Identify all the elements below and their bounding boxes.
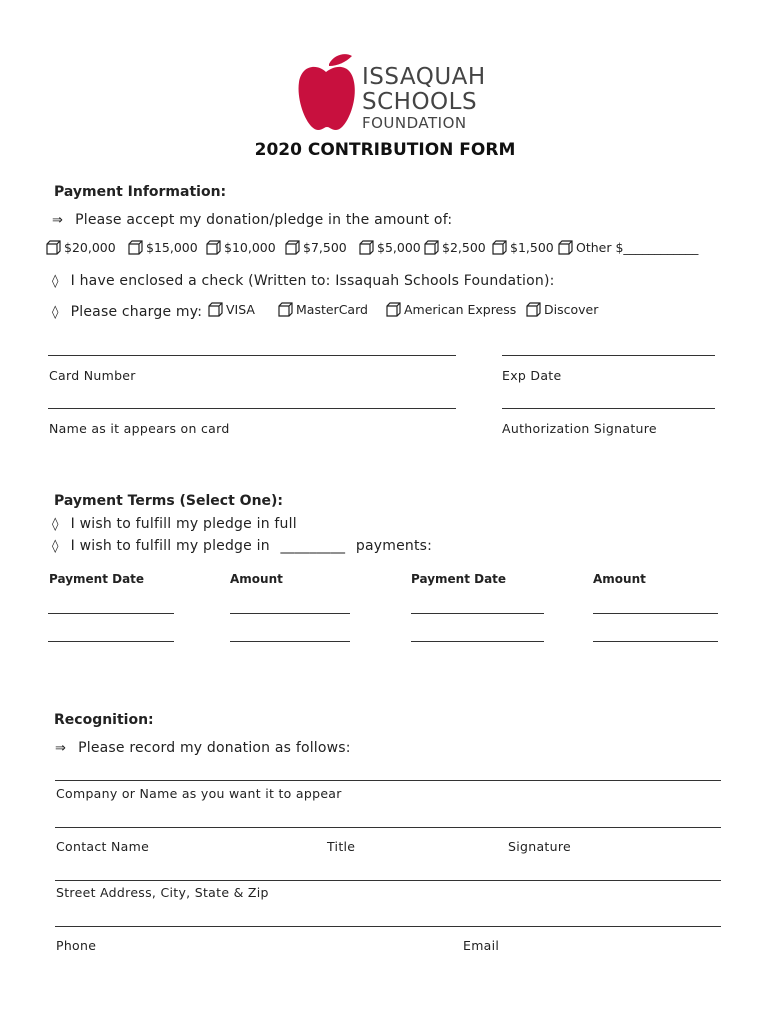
amount-label: Other $____________ [576,240,699,255]
logo-line-2: SCHOOLS [362,89,478,115]
payment-date-field[interactable] [411,613,544,614]
amount-label: $7,500 [303,240,347,255]
contact-name-label: Contact Name [56,839,150,854]
name-on-card-label: Name as it appears on card [49,421,230,436]
title-label: Title [327,839,356,854]
company-name-label: Company or Name as you want it to appear [56,786,342,801]
card-label: MasterCard [296,302,368,317]
donation-prompt-text: Please accept my donation/pledge in the amount of: [75,212,453,228]
checkbox-icon [46,240,61,255]
payment-date-field[interactable] [411,641,544,642]
diamond-icon: ◊ [52,274,59,289]
amount-label: $5,000 [377,240,421,255]
page-title: 2020 CONTRIBUTION FORM [254,140,516,160]
charge-option-text: Please charge my: [70,304,203,320]
amount-label: $1,500 [510,240,554,255]
amount-label: $20,000 [64,240,116,255]
card-label: Discover [544,302,599,317]
checkbox-icon [285,240,300,255]
logo-line-3: FOUNDATION [362,114,467,132]
contact-title-signature-field[interactable] [55,827,721,828]
terms-option-payments[interactable] [52,538,432,554]
email-label: Email [463,938,500,953]
street-address-field[interactable] [55,880,721,881]
checkbox-icon [278,302,293,317]
card-number-field[interactable] [48,355,456,356]
amount-option-other[interactable] [558,240,698,255]
amount-label: $15,000 [146,240,198,255]
amount-label: $2,500 [442,240,486,255]
diamond-icon: ◊ [52,539,59,554]
card-label: American Express [404,302,517,317]
diamond-icon: ◊ [52,517,59,532]
amount-field[interactable] [593,613,718,614]
arrow-icon: ⇒ [55,741,67,756]
recognition-heading: Recognition: [54,712,154,728]
check-option[interactable] [52,273,555,289]
checkbox-icon [492,240,507,255]
foundation-logo [296,52,486,136]
checkbox-icon [359,240,374,255]
diamond-icon: ◊ [52,305,59,320]
amount-option[interactable] [128,240,198,255]
amount-option[interactable] [206,240,276,255]
signature-label: Signature [508,839,572,854]
authorization-signature-label: Authorization Signature [502,421,657,436]
checkbox-icon [558,240,573,255]
amount-label: $10,000 [224,240,276,255]
arrow-icon: ⇒ [52,213,64,228]
authorization-signature-field[interactable] [502,408,715,409]
card-option-amex[interactable] [386,302,516,317]
checkbox-icon [386,302,401,317]
recognition-prompt-text: Please record my donation as follows: [78,740,351,756]
amount-option[interactable] [492,240,554,255]
payment-heading: Payment Information: [54,184,227,200]
check-option-text: I have enclosed a check (Written to: Issaquah Schools Foundation): [70,273,555,289]
schedule-header-2: Amount [230,572,283,586]
charge-option[interactable] [52,304,202,320]
logo-line-1: ISSAQUAH [362,64,486,90]
amount-option[interactable] [424,240,486,255]
apple-icon [296,52,358,132]
checkbox-icon [424,240,439,255]
payments-count-blank[interactable]: _________ [280,538,346,554]
terms-option-payments-text: I wish to fulfill my pledge in [70,538,270,554]
phone-email-field[interactable] [55,926,721,927]
amount-field[interactable] [593,641,718,642]
amount-option[interactable] [46,240,116,255]
amount-field[interactable] [230,641,350,642]
schedule-header-1: Payment Date [49,572,145,586]
card-option-discover[interactable] [526,302,598,317]
name-on-card-field[interactable] [48,408,456,409]
terms-option-payments-suffix: payments: [355,538,433,554]
checkbox-icon [208,302,223,317]
exp-date-field[interactable] [502,355,715,356]
card-label: VISA [226,302,255,317]
payment-date-field[interactable] [48,641,174,642]
donation-prompt [52,212,452,228]
phone-label: Phone [56,938,97,953]
amount-option[interactable] [359,240,421,255]
exp-date-label: Exp Date [502,368,562,383]
amount-field[interactable] [230,613,350,614]
street-address-label: Street Address, City, State & Zip [56,885,269,900]
card-number-label: Card Number [49,368,136,383]
schedule-header-3: Payment Date [411,572,507,586]
terms-option-full[interactable] [52,516,297,532]
amount-option[interactable] [285,240,347,255]
checkbox-icon [128,240,143,255]
recognition-prompt [55,740,351,756]
checkbox-icon [526,302,541,317]
payment-date-field[interactable] [48,613,174,614]
card-option-visa[interactable] [208,302,255,317]
company-name-field[interactable] [55,780,721,781]
card-option-mastercard[interactable] [278,302,368,317]
schedule-header-4: Amount [593,572,646,586]
checkbox-icon [206,240,221,255]
terms-heading: Payment Terms (Select One): [54,493,284,509]
terms-option-full-text: I wish to fulfill my pledge in full [70,516,297,532]
